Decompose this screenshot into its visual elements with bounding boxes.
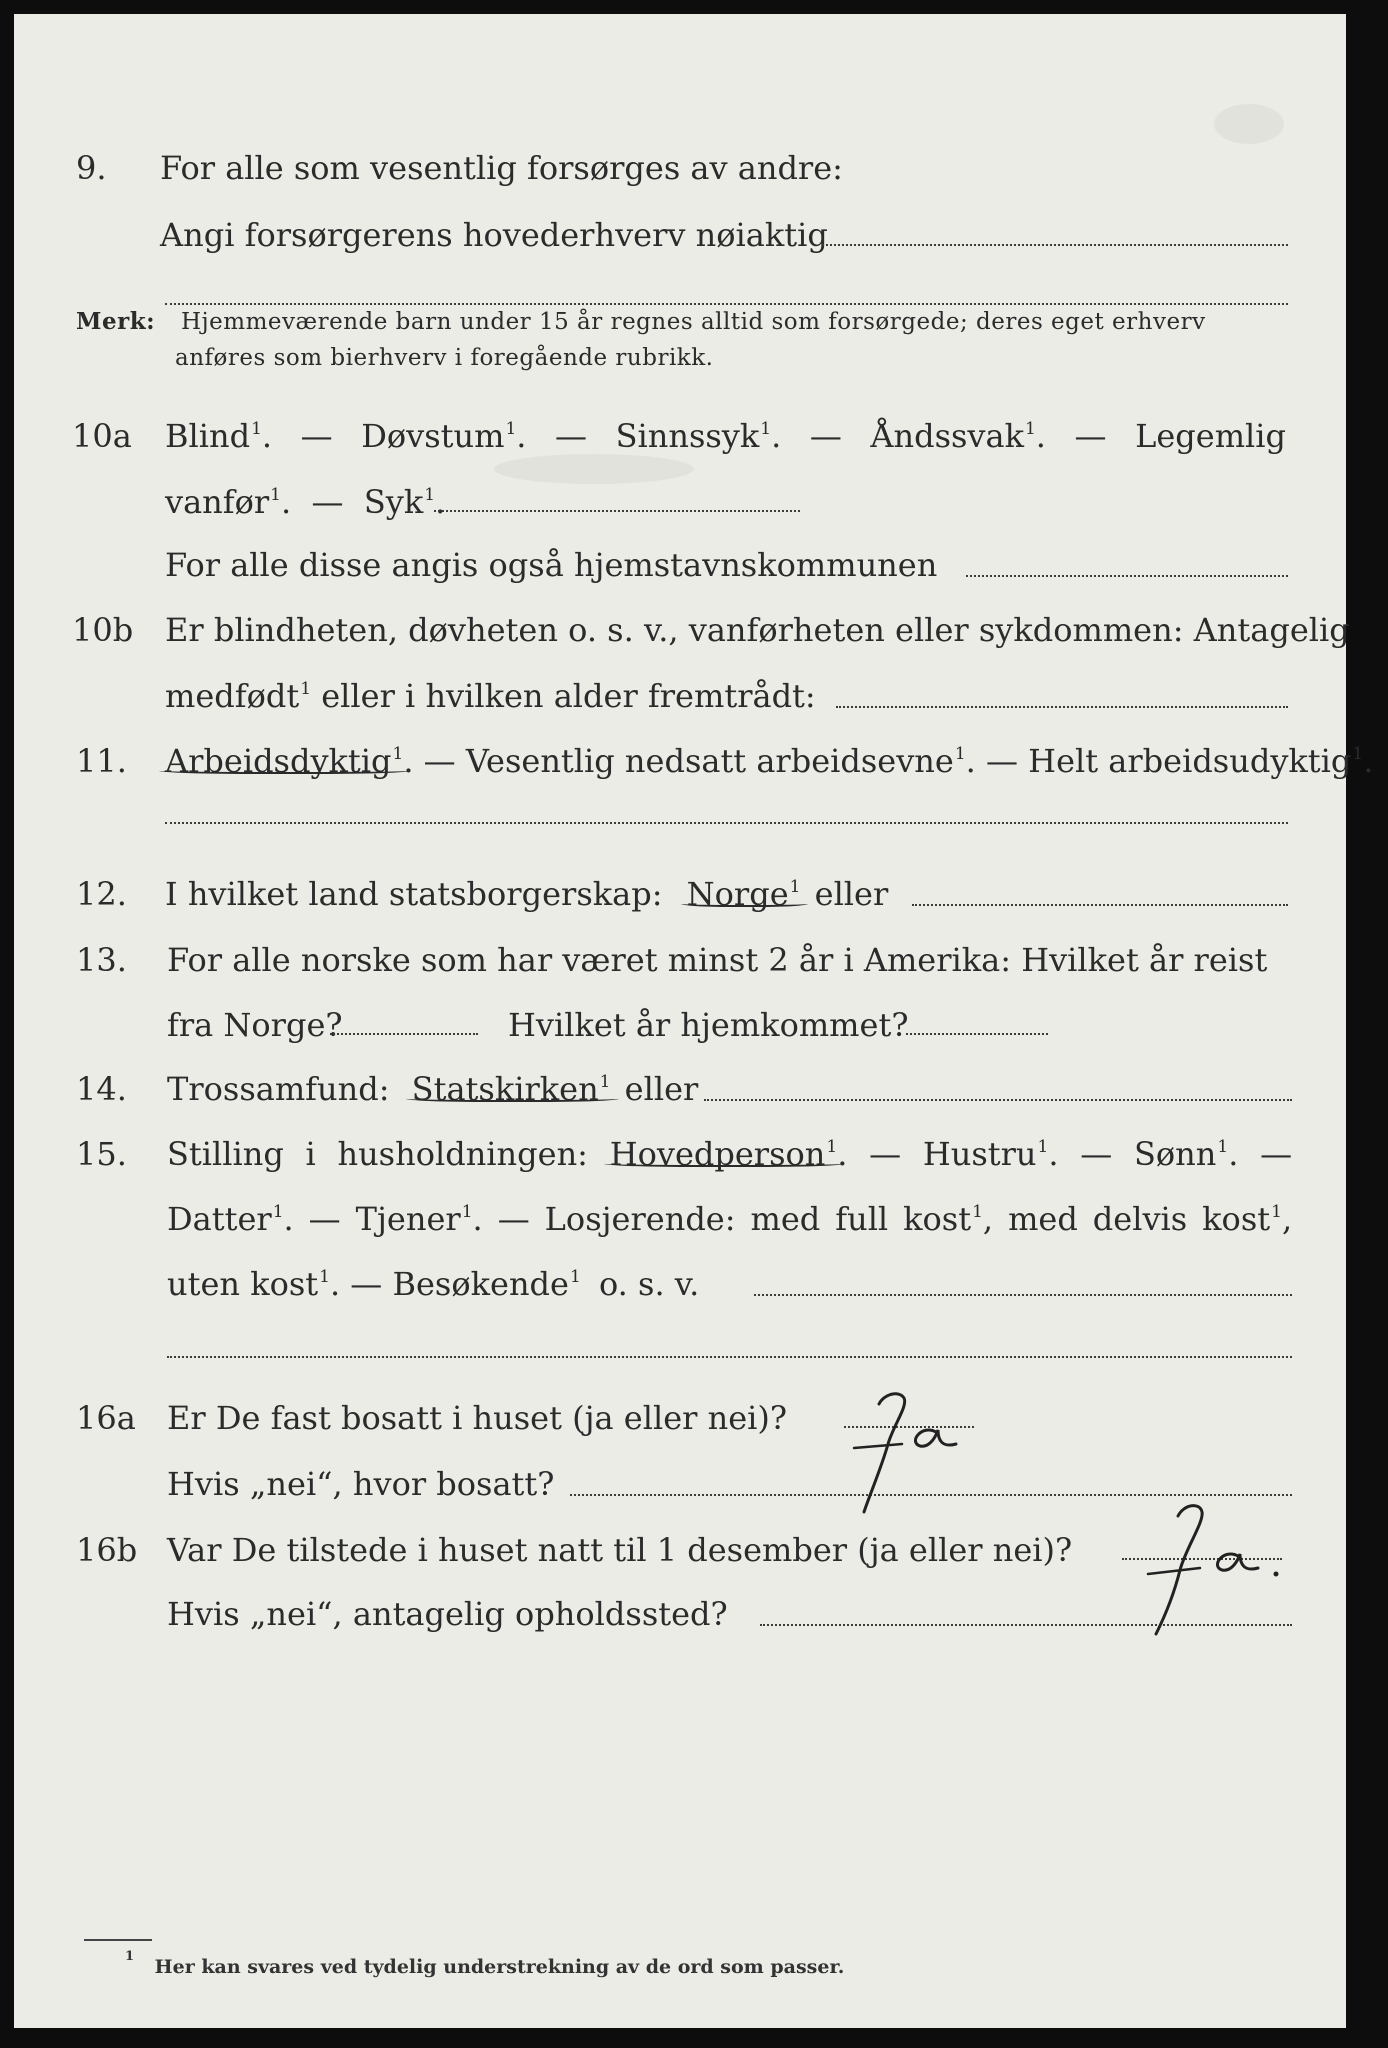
footnote-text: Her kan svares ved tydelig understrekning av de ord som passer. bbox=[154, 1956, 845, 1978]
q9-prompt-2: Angi forsørgerens hovederhverv nøiaktig bbox=[160, 216, 828, 254]
option-full-kost[interactable]: med full kost$^1$ bbox=[750, 1200, 983, 1238]
footnote-mark: 1 bbox=[125, 1949, 135, 1964]
q16b-handwritten-ja bbox=[1104, 1494, 1284, 1644]
q13-fra-label: fra Norge? bbox=[167, 1006, 343, 1044]
option-hustru[interactable]: Hustru$^1$ bbox=[922, 1135, 1049, 1173]
merk-line1: Hjemmeværende barn under 15 år regnes alltid som forsørgede; deres eget erhverv bbox=[180, 309, 1206, 335]
q16a-row1 bbox=[14, 1388, 1346, 1448]
option-dovstum[interactable]: Døvstum$^1$. bbox=[361, 417, 527, 455]
q11-answer-line[interactable] bbox=[165, 822, 1288, 824]
q16b-number: 16b bbox=[76, 1531, 138, 1569]
option-delvis-kost[interactable]: med delvis kost$^1$ bbox=[1008, 1200, 1282, 1238]
q16a-number: 16a bbox=[76, 1399, 136, 1437]
q10a-options: Blind$^1$. — Døvstum$^1$. — Sinnssyk$^1$. — Åndssvak$^1$. — Legemlig bbox=[165, 417, 1286, 455]
q16a-handwritten-ja bbox=[824, 1384, 1004, 1524]
q11-row bbox=[14, 731, 1374, 791]
q15-row3 bbox=[14, 1254, 1346, 1314]
q10b-number: 10b bbox=[72, 611, 134, 649]
option-datter[interactable]: Datter$^1$ bbox=[167, 1200, 284, 1238]
option-vanfor[interactable]: vanfør$^1$. bbox=[165, 483, 292, 521]
q15-number: 15. bbox=[76, 1135, 127, 1173]
q12-number: 12. bbox=[76, 875, 127, 913]
q10b-prompt: Er blindheten, døvheten o. s. v., vanførheten eller sykdommen: Antagelig bbox=[165, 611, 1350, 649]
option-tjener[interactable]: Tjener$^1$ bbox=[355, 1200, 473, 1238]
option-hovedperson-selected[interactable]: Hovedperson$^1$ bbox=[609, 1135, 838, 1173]
q15-row1 bbox=[14, 1124, 1346, 1184]
option-syk[interactable]: Syk$^1$. bbox=[363, 483, 446, 521]
q13-hjem-label: Hvilket år hjemkommet? bbox=[508, 1006, 909, 1044]
option-blind[interactable]: Blind$^1$. bbox=[165, 417, 273, 455]
q9-row2 bbox=[14, 205, 1346, 265]
q13-row1 bbox=[14, 930, 1346, 990]
q16a-prompt: Er De fast bosatt i huset (ja eller nei)? bbox=[167, 1399, 788, 1437]
q15-options: Stilling i husholdningen: Hovedperson$^1$. — Hustru$^1$. — Sønn$^1$. — bbox=[167, 1135, 1293, 1173]
q10a-row2 bbox=[14, 472, 1346, 532]
footnote bbox=[124, 1949, 845, 1978]
q10b-alder-line[interactable] bbox=[836, 706, 1288, 708]
option-uten-kost[interactable]: uten kost$^1$ bbox=[167, 1265, 330, 1303]
option-statskirken-selected[interactable]: Statskirken$^1$ bbox=[411, 1070, 611, 1108]
q16a-bosatt-prompt: Hvis „nei“, hvor bosatt? bbox=[167, 1465, 555, 1503]
q13-prompt: For alle norske som har været minst 2 år i Amerika: Hvilket år reist bbox=[167, 941, 1268, 979]
q15-other-line[interactable] bbox=[754, 1294, 1292, 1296]
q13-hjem-line[interactable] bbox=[906, 1033, 1048, 1035]
q9-prompt: For alle som vesentlig forsørges av andre: bbox=[160, 149, 843, 187]
q14-number: 14. bbox=[76, 1070, 127, 1108]
q14-prompt: Trossamfund: Statskirken$^1$ eller bbox=[167, 1070, 699, 1108]
q15-answer-line-2[interactable] bbox=[167, 1356, 1292, 1358]
option-legemlig[interactable]: Legemlig bbox=[1135, 417, 1286, 455]
q10b-prompt-2: medfødt$^1$ eller i hvilken alder fremtrådt: bbox=[165, 677, 816, 715]
q15-row2 bbox=[14, 1189, 1346, 1249]
q16b-prompt: Var De tilstede i huset natt til 1 desember (ja eller nei)? bbox=[167, 1531, 1073, 1569]
q10b-row1 bbox=[14, 600, 1350, 660]
census-form-page bbox=[14, 14, 1374, 2028]
q10a-number: 10a bbox=[72, 417, 132, 455]
merk-line2: anføres som bierhverv i foregående rubrikk. bbox=[175, 345, 714, 371]
q13-row2 bbox=[14, 995, 1346, 1055]
option-sonn[interactable]: Sønn$^1$ bbox=[1133, 1135, 1229, 1173]
q15-options-3: uten kost$^1$. — Besøkende$^1$ o. s. v. bbox=[167, 1265, 700, 1303]
q12-row bbox=[14, 864, 1346, 924]
option-sinnssyk[interactable]: Sinnssyk$^1$. bbox=[615, 417, 782, 455]
q15-options-2: Datter$^1$. — Tjener$^1$. — Losjerende: med full kost$^1$, med delvis kost$^1$, bbox=[167, 1200, 1293, 1238]
merk-label: Merk: bbox=[76, 308, 156, 335]
q16b-opholdssted-prompt: Hvis „nei“, antagelig opholdssted? bbox=[167, 1595, 728, 1633]
option-nedsatt[interactable]: Vesentlig nedsatt arbeidsevne$^1$ bbox=[465, 742, 966, 780]
q10a-hjemstavn-prompt: For alle disse angis også hjemstavnskommunen bbox=[165, 546, 938, 584]
option-arbeidsdyktig-selected[interactable]: Arbeidsdyktig$^1$ bbox=[165, 742, 404, 780]
q13-fra-line[interactable] bbox=[330, 1033, 478, 1035]
q14-row bbox=[14, 1059, 1346, 1119]
q10a-row3 bbox=[14, 535, 1346, 595]
q9-answer-line[interactable] bbox=[822, 244, 1288, 246]
option-medfodt[interactable]: medfødt$^1$ bbox=[165, 677, 312, 715]
q11-number: 11. bbox=[76, 742, 127, 780]
q10a-hjemstavn-line[interactable] bbox=[966, 575, 1288, 577]
q10a-options-2: vanfør$^1$. — Syk$^1$. bbox=[165, 483, 446, 521]
q14-other-line[interactable] bbox=[704, 1099, 1292, 1101]
q13-number: 13. bbox=[76, 941, 127, 979]
q10a-row1 bbox=[14, 406, 1346, 466]
q11-options: Arbeidsdyktig$^1$. — Vesentlig nedsatt arbeidsevne$^1$. — Helt arbeidsudyktig$^1$. bbox=[165, 742, 1374, 780]
q12-prompt: I hvilket land statsborgerskap: Norge$^1$ eller bbox=[165, 875, 889, 913]
merk-note bbox=[76, 304, 1286, 376]
q9-number: 9. bbox=[76, 149, 107, 187]
option-besokende[interactable]: Besøkende$^1$ bbox=[392, 1265, 581, 1303]
footnote-rule bbox=[84, 1939, 152, 1941]
q9-row1 bbox=[14, 138, 1346, 198]
q12-other-line[interactable] bbox=[912, 904, 1288, 906]
q10b-row2 bbox=[14, 666, 1346, 726]
option-norge-selected[interactable]: Norge$^1$ bbox=[686, 875, 801, 913]
option-andssvak[interactable]: Åndssvak$^1$. bbox=[870, 417, 1046, 455]
option-udyktig[interactable]: Helt arbeidsudyktig$^1$ bbox=[1028, 742, 1364, 780]
q10a-syk-line[interactable] bbox=[434, 510, 800, 512]
